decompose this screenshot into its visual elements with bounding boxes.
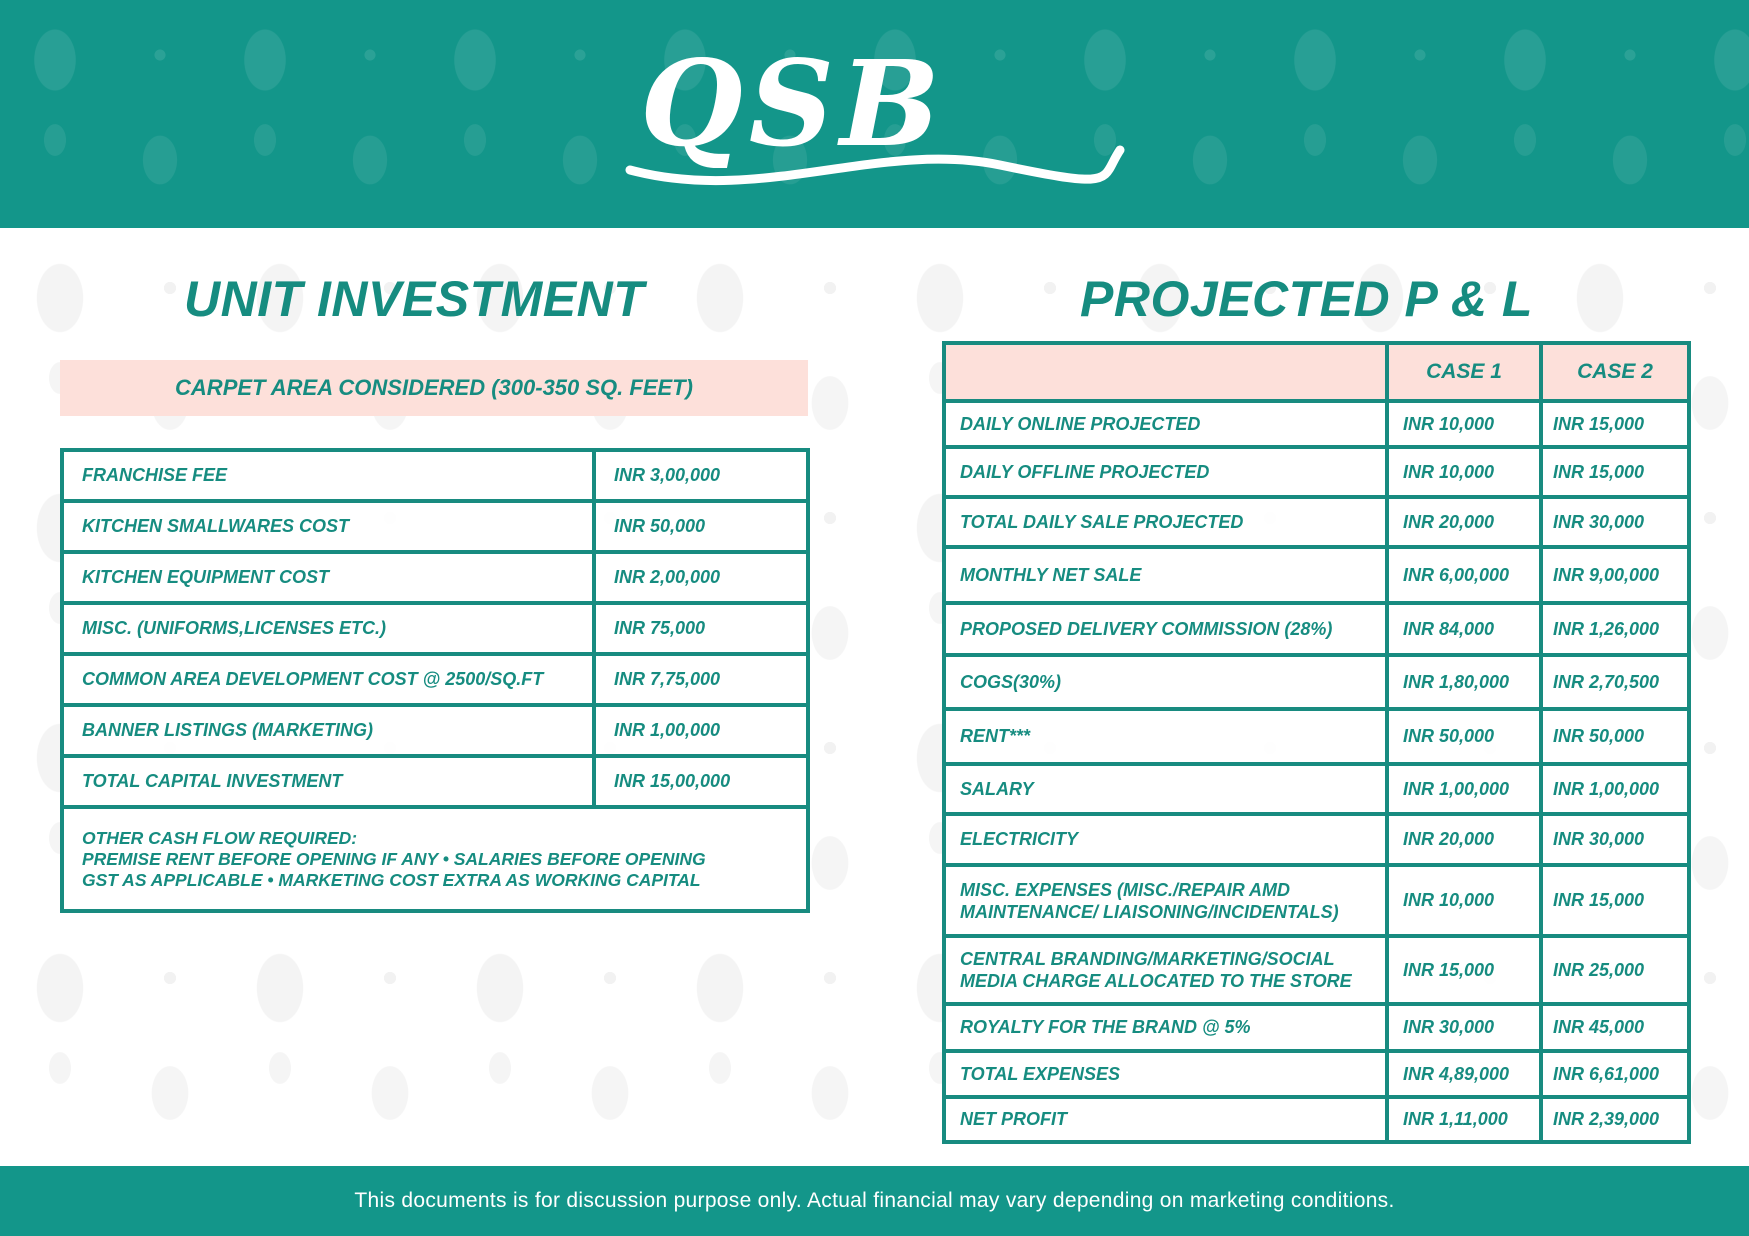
pl-row bbox=[944, 447, 1689, 497]
pl-row-label-line: TOTAL EXPENSES bbox=[960, 1063, 1121, 1084]
pl-row-label-line: ROYALTY FOR THE BRAND @ 5% bbox=[960, 1017, 1251, 1037]
pl-row-label-line: MAINTENANCE/ LIAISONING/INCIDENTALS) bbox=[960, 901, 1339, 922]
pl-row-label-line: RENT*** bbox=[960, 726, 1031, 746]
investment-value: INR 50,000 bbox=[594, 501, 808, 552]
pl-row-label bbox=[944, 936, 1387, 1004]
unit-investment-table bbox=[60, 448, 810, 913]
investment-value: INR 7,75,000 bbox=[594, 654, 808, 705]
pl-row-label-line: ELECTRICITY bbox=[960, 829, 1079, 849]
pl-row-label bbox=[944, 655, 1387, 709]
other-cash-flow-line: PREMISE RENT BEFORE OPENING IF ANY • SALARIES BEFORE OPENING bbox=[82, 848, 706, 869]
pl-header-row bbox=[944, 343, 1689, 401]
pl-row-label bbox=[944, 814, 1387, 865]
footer-disclaimer: This documents is for discussion purpose only. Actual financial may vary depending on marketing conditions. bbox=[0, 1166, 1749, 1236]
pl-case2-value: INR 45,000 bbox=[1541, 1004, 1689, 1051]
pl-row bbox=[944, 497, 1689, 547]
unit-investment-title: UNIT INVESTMENT bbox=[184, 271, 645, 327]
investment-label: BANNER LISTINGS (MARKETING) bbox=[62, 705, 594, 756]
other-cash-flow-line: OTHER CASH FLOW REQUIRED: bbox=[82, 827, 358, 848]
pl-row bbox=[944, 709, 1689, 764]
investment-value: INR 3,00,000 bbox=[594, 450, 808, 501]
pl-row-label bbox=[944, 447, 1387, 497]
investment-row bbox=[62, 450, 808, 501]
pl-case2-value: INR 15,000 bbox=[1541, 865, 1689, 936]
pl-row-label bbox=[944, 764, 1387, 814]
investment-row bbox=[62, 603, 808, 654]
pl-case2-value: INR 2,39,000 bbox=[1541, 1097, 1689, 1142]
pl-row-label bbox=[944, 1004, 1387, 1051]
pl-case1-value: INR 10,000 bbox=[1387, 447, 1541, 497]
pl-row-label-line: TOTAL DAILY SALE PROJECTED bbox=[960, 511, 1244, 532]
investment-label: KITCHEN EQUIPMENT COST bbox=[62, 552, 594, 603]
pl-row-label bbox=[944, 1051, 1387, 1097]
carpet-area-band: CARPET AREA CONSIDERED (300-350 SQ. FEET) bbox=[60, 360, 808, 416]
pl-case2-value: INR 15,000 bbox=[1541, 401, 1689, 447]
qsb-logo bbox=[620, 30, 1140, 200]
pl-case2-value: INR 30,000 bbox=[1541, 497, 1689, 547]
investment-label: KITCHEN SMALLWARES COST bbox=[62, 501, 594, 552]
pl-row-label-line: MEDIA CHARGE ALLOCATED TO THE STORE bbox=[960, 971, 1352, 991]
pl-row bbox=[944, 936, 1689, 1004]
investment-label: TOTAL CAPITAL INVESTMENT bbox=[62, 756, 594, 807]
header-banner bbox=[0, 0, 1749, 228]
pl-row-label-line: COGS(30%) bbox=[960, 671, 1062, 692]
pl-row bbox=[944, 547, 1689, 603]
pl-row bbox=[944, 1097, 1689, 1142]
pl-case1-value: INR 20,000 bbox=[1387, 814, 1541, 865]
pl-row bbox=[944, 401, 1689, 447]
pl-case1-value: INR 1,80,000 bbox=[1387, 655, 1541, 709]
investment-label: COMMON AREA DEVELOPMENT COST @ 2500/SQ.FT bbox=[62, 654, 594, 705]
pl-row bbox=[944, 1051, 1689, 1097]
investment-value: INR 2,00,000 bbox=[594, 552, 808, 603]
pl-row-label-line: MISC. EXPENSES (MISC./REPAIR AMD bbox=[960, 879, 1291, 900]
pl-case2-value: INR 2,70,500 bbox=[1541, 655, 1689, 709]
investment-row bbox=[62, 756, 808, 807]
logo-text: QSB bbox=[640, 34, 946, 173]
pl-row bbox=[944, 865, 1689, 936]
pl-row bbox=[944, 1004, 1689, 1051]
pl-case2-value: INR 50,000 bbox=[1541, 709, 1689, 764]
investment-row bbox=[62, 705, 808, 756]
pl-case1-value: INR 4,89,000 bbox=[1387, 1051, 1541, 1097]
pl-case1-value: INR 15,000 bbox=[1387, 936, 1541, 1004]
investment-row bbox=[62, 501, 808, 552]
pl-row-label bbox=[944, 497, 1387, 547]
pl-row-label bbox=[944, 709, 1387, 764]
pl-case1-value: INR 6,00,000 bbox=[1387, 547, 1541, 603]
pl-case1-value: INR 30,000 bbox=[1387, 1004, 1541, 1051]
investment-label: FRANCHISE FEE bbox=[62, 450, 594, 501]
investment-row bbox=[62, 552, 808, 603]
pl-row-label bbox=[944, 401, 1387, 447]
pl-case2-value: INR 9,00,000 bbox=[1541, 547, 1689, 603]
pl-row-label bbox=[944, 865, 1387, 936]
pl-header-case1: CASE 1 bbox=[1387, 343, 1541, 401]
other-cash-flow-note bbox=[62, 807, 808, 911]
pl-case1-value: INR 1,00,000 bbox=[1387, 764, 1541, 814]
pl-case1-value: INR 20,000 bbox=[1387, 497, 1541, 547]
investment-row bbox=[62, 654, 808, 705]
investment-value: INR 75,000 bbox=[594, 603, 808, 654]
projected-pl-title: PROJECTED P & L bbox=[1080, 271, 1533, 327]
pl-row-label-line: MONTHLY NET SALE bbox=[960, 564, 1142, 585]
pl-row-label bbox=[944, 1097, 1387, 1142]
pl-case2-value: INR 25,000 bbox=[1541, 936, 1689, 1004]
pl-case2-value: INR 6,61,000 bbox=[1541, 1051, 1689, 1097]
pl-row bbox=[944, 764, 1689, 814]
pl-case1-value: INR 50,000 bbox=[1387, 709, 1541, 764]
projected-pl-table bbox=[942, 341, 1691, 1144]
pl-case2-value: INR 1,00,000 bbox=[1541, 764, 1689, 814]
investment-value: INR 1,00,000 bbox=[594, 705, 808, 756]
pl-row-label bbox=[944, 603, 1387, 655]
pl-row bbox=[944, 603, 1689, 655]
pl-row-label-line: CENTRAL BRANDING/MARKETING/SOCIAL bbox=[960, 949, 1335, 969]
pl-row-label-line: NET PROFIT bbox=[960, 1109, 1067, 1129]
pl-header-case2: CASE 2 bbox=[1541, 343, 1689, 401]
investment-value: INR 15,00,000 bbox=[594, 756, 808, 807]
pl-row bbox=[944, 814, 1689, 865]
pl-header-blank bbox=[944, 343, 1387, 401]
pl-row-label-line: DAILY ONLINE PROJECTED bbox=[960, 413, 1201, 434]
pl-case1-value: INR 10,000 bbox=[1387, 865, 1541, 936]
other-cash-flow-line: GST AS APPLICABLE • MARKETING COST EXTRA AS WORKING CAPITAL bbox=[82, 869, 701, 890]
pl-row-label-line: PROPOSED DELIVERY COMMISSION (28%) bbox=[960, 618, 1333, 639]
pl-case2-value: INR 30,000 bbox=[1541, 814, 1689, 865]
pl-case1-value: INR 1,11,000 bbox=[1387, 1097, 1541, 1142]
pl-row-label-line: SALARY bbox=[960, 778, 1034, 799]
pl-case2-value: INR 15,000 bbox=[1541, 447, 1689, 497]
pl-case1-value: INR 10,000 bbox=[1387, 401, 1541, 447]
pl-row-label-line: DAILY OFFLINE PROJECTED bbox=[960, 461, 1210, 482]
investment-label: MISC. (UNIFORMS,LICENSES ETC.) bbox=[62, 603, 594, 654]
pl-row-label bbox=[944, 547, 1387, 603]
pl-case1-value: INR 84,000 bbox=[1387, 603, 1541, 655]
other-cash-flow-row bbox=[62, 807, 808, 911]
pl-case2-value: INR 1,26,000 bbox=[1541, 603, 1689, 655]
pl-row bbox=[944, 655, 1689, 709]
